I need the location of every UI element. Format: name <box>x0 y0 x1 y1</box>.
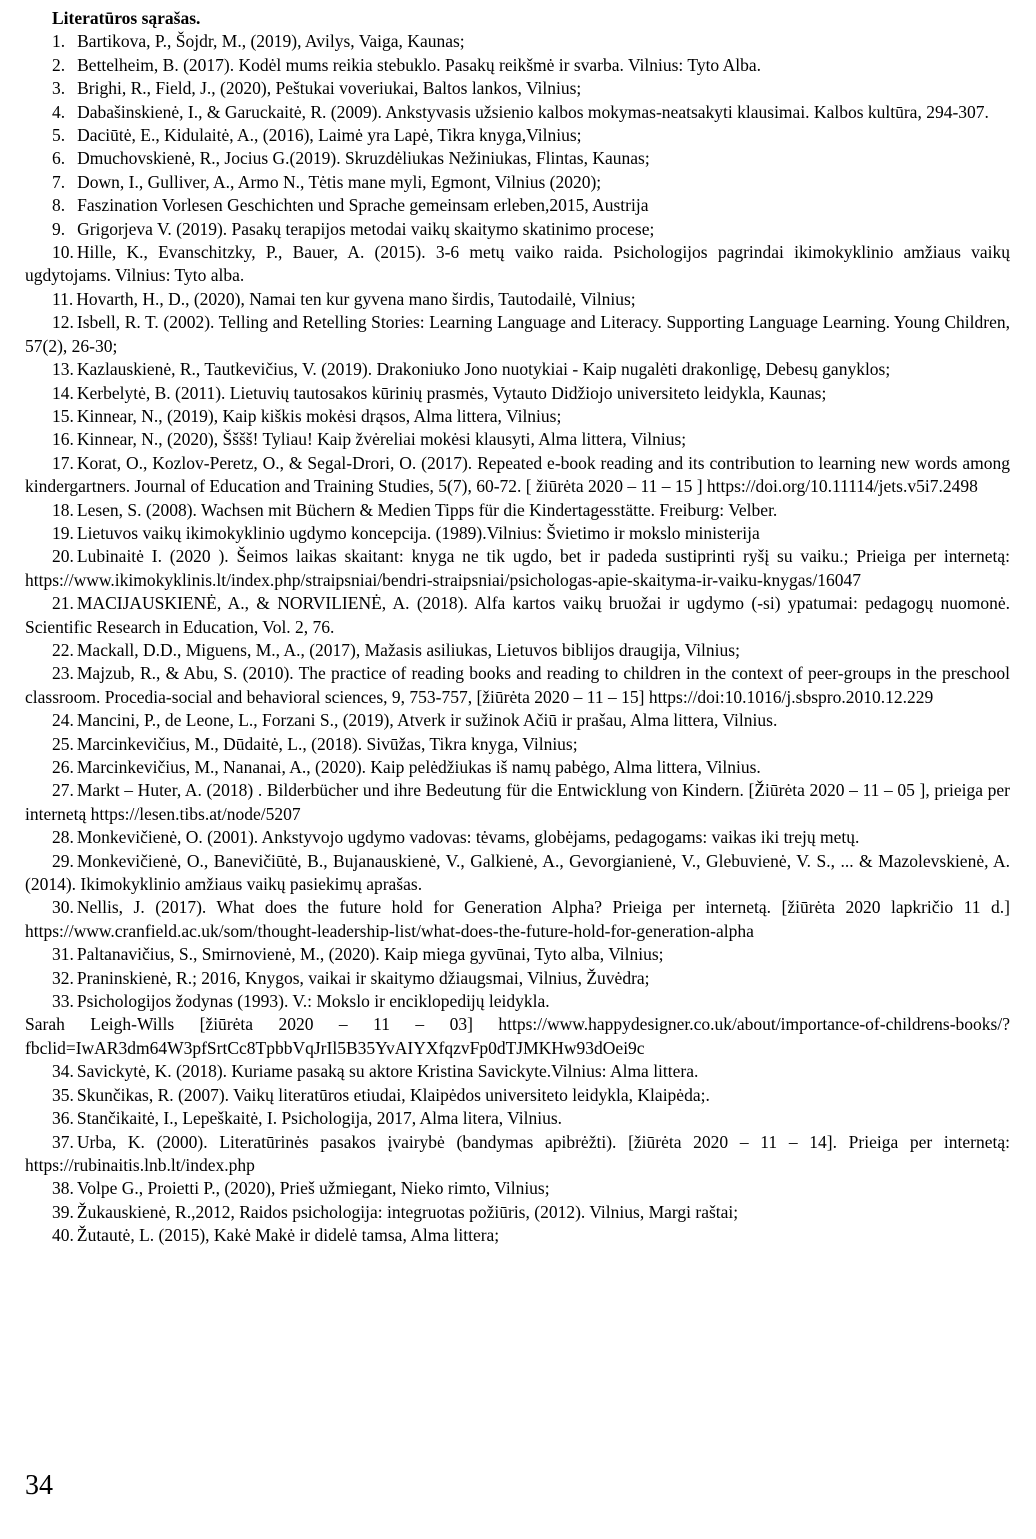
reference-text: Grigorjeva V. (2019). Pasakų terapijos metodai vaikų skaitymo skatinimo procese; <box>77 218 655 239</box>
reference-item <box>25 592 1010 639</box>
reference-text: Žukauskienė, R.,2012, Raidos psichologija: integruotas požiūris, (2012). Vilnius, Margi raštai; <box>76 1201 739 1222</box>
reference-number: 12. <box>52 312 74 333</box>
reference-number: 26. <box>52 757 74 777</box>
reference-number: 18. <box>52 499 74 520</box>
reference-item <box>25 733 1010 756</box>
reference-item <box>25 499 1010 522</box>
reference-text: Marcinkevičius, M., Dūdaitė, L., (2018). Sivūžas, Tikra knyga, Vilnius; <box>76 733 578 754</box>
reference-text: Psichologijos žodynas (1993). V.: Mokslo ir enciklopedijų leidykla. <box>76 991 550 1012</box>
reference-item <box>25 288 1010 311</box>
reference-number: 33. <box>52 991 74 1012</box>
reference-text: Mackall, D.D., Miguens, M., A., (2017), Mažasis asiliukas, Lietuvos biblijos draugija, Vilnius; <box>76 639 740 660</box>
reference-text: Hille, K., Evanschitzky, P., Bauer, A. (2015). 3-6 metų vaiko raida. Psichologijos pagrindai ikimokyklinio amžiaus vaikų ugdytojams. Vilnius: Tyto alba. <box>25 242 1010 286</box>
reference-text: Sarah Leigh-Wills [žiūrėta 2020 – 11 – 03] https://www.happydesigner.co.uk/about/importance-of-childrens-books/?fbclid=IwAR3dm64W3pfSrtCc8TpbbVqJrIl5B35YvAIYXfqzvFp0dTJMKHw93dOei9c <box>25 1014 1010 1058</box>
reference-number: 24. <box>52 710 74 731</box>
reference-item <box>25 1224 1010 1247</box>
reference-number: 25. <box>52 733 74 754</box>
reference-text: Praninskienė, R.; 2016, Knygos, vaikai ir skaitymo džiaugsmai, Vilnius, Žuvėdra; <box>76 967 650 988</box>
reference-text: Skunčikas, R. (2007). Vaikų literatūros etiudai, Klaipėdos universiteto leidykla, Klaipėda;. <box>76 1084 710 1105</box>
reference-number: 40. <box>52 1225 74 1246</box>
reference-item <box>25 943 1010 966</box>
reference-text: Bettelheim, B. (2017). Kodėl mums reikia stebuklo. Pasakų reikšmė ir svarba. Vilnius: Tyto Alba. <box>77 54 761 75</box>
reference-item <box>25 545 1010 592</box>
reference-text: Dmuchovskienė, R., Jocius G.(2019). Skruzdėliukas Nežiniukas, Flintas, Kaunas; <box>77 148 650 169</box>
reference-item <box>25 639 1010 662</box>
reference-item <box>25 1084 1010 1107</box>
reference-item <box>25 311 1010 358</box>
reference-text: Monkevičienė, O. (2001). Ankstyvojo ugdymo vadovas: tėvams, globėjams, pedagogams: vaikas iki trejų metų. <box>76 827 860 848</box>
reference-number: 5. <box>52 125 66 146</box>
reference-number: 4. <box>52 101 66 122</box>
reference-item <box>25 147 1010 170</box>
reference-item <box>25 54 1010 77</box>
reference-item <box>25 241 1010 288</box>
reference-number: 3. <box>52 78 66 99</box>
reference-item <box>25 1131 1010 1178</box>
reference-text: Isbell, R. T. (2002). Telling and Retelling Stories: Learning Language and Literacy. Supporting Language Learning. Young Children, 57(2), 26-30; <box>25 312 1010 356</box>
reference-text: Faszination Vorlesen Geschichten und Sprache gemeinsam erleben,2015, Austrija <box>77 195 649 216</box>
reference-text: Volpe G., Proietti P., (2020), Prieš užmiegant, Nieko rimto, Vilnius; <box>76 1178 550 1199</box>
reference-item <box>25 218 1010 241</box>
reference-text: Bartikova, P., Šojdr, M., (2019), Avilys, Vaiga, Kaunas; <box>77 31 465 52</box>
reference-number: 35. <box>52 1084 74 1105</box>
reference-item <box>25 428 1010 451</box>
reference-number: 6. <box>52 148 66 169</box>
page-title: Literatūros sąrašas. <box>52 8 201 28</box>
reference-number: 9. <box>52 218 66 239</box>
reference-text: Daciūtė, E., Kidulaitė, A., (2016), Laimė yra Lapė, Tikra knyga,Vilnius; <box>77 125 582 146</box>
reference-item <box>25 405 1010 428</box>
reference-text: Korat, O., Kozlov-Peretz, O., & Segal-Drori, O. (2017). Repeated e-book reading and its contribution to learning new words among kindergartners. Journal of Education and Training Studies, 5(7), 60-72. [ žiūrėta 2020 – 11 – 15 ] https://doi.org/10.11114/jets.v5i7.2498 <box>25 452 1010 497</box>
reference-number: 30. <box>52 897 74 918</box>
reference-number: 32. <box>52 967 74 988</box>
reference-number: 36. <box>52 1108 74 1129</box>
reference-text: Dabašinskienė, I., & Garuckaitė, R. (2009). Ankstyvasis užsienio kalbos mokymas-neatsakyti klausimai. Kalbos kultūra, 294-307. <box>77 101 989 122</box>
reference-number: 39. <box>52 1201 74 1222</box>
document-page <box>25 7 1010 1248</box>
reference-item <box>25 194 1010 217</box>
reference-item <box>25 967 1010 990</box>
reference-item <box>25 452 1010 499</box>
reference-text: MACIJAUSKIENĖ, A., & NORVILIENĖ, A. (2018). Alfa kartos vaikų bruožai ir ugdymo (-si) ypatumai: pedagogų nuomonė. Scientific Research in Education, Vol. 2, 76. <box>25 593 1010 637</box>
page-number: 34 <box>25 1470 53 1501</box>
reference-number: 2. <box>52 54 66 75</box>
reference-item <box>25 990 1010 1013</box>
reference-text: Majzub, R., & Abu, S. (2010). The practice of reading books and reading to children in the context of peer-groups in the preschool classroom. Procedia-social and behavioral sciences, 9, 753-757, [žiūrėta 2020 – 11 – 15] https://doi:10.1016/j.sbspro.2010.12.229 <box>25 663 1010 707</box>
reference-number: 29. <box>52 850 74 871</box>
reference-item <box>25 1177 1010 1200</box>
reference-number: 10. <box>52 242 74 263</box>
reference-text: Urba, K. (2000). Literatūrinės pasakos įvairybė (bandymas apibrėžti). [žiūrėta 2020 – 11 – 14]. Prieiga per internetą: https://rubinaitis.lnb.lt/index.php <box>25 1131 1010 1175</box>
reference-text: Žutautė, L. (2015), Kakė Makė ir didelė tamsa, Alma littera; <box>76 1225 500 1246</box>
reference-number: 11. <box>52 288 74 309</box>
reference-text: Paltanavičius, S., Smirnovienė, M., (2020). Kaip miega gyvūnai, Tyto alba, Vilnius; <box>76 944 664 965</box>
reference-item <box>25 1201 1010 1224</box>
reference-text: Lubinaitė I. (2020 ). Šeimos laikas skaitant: knyga ne tik ugdo, bet ir padeda sustiprinti ryšį su vaiku.; Prieiga per internetą: https://www.ikimokyklinis.lt/index.php/straipsniai/bendri-straipsniai/psichologas-apie-skaityma-ir-vaiku-knygas/16047 <box>25 546 1010 590</box>
reference-item <box>25 30 1010 53</box>
reference-text: Kinnear, N., (2020), Šššš! Tyliau! Kaip žvėreliai mokėsi klausyti, Alma littera, Vilnius; <box>76 429 687 450</box>
reference-text: Lietuvos vaikų ikimokyklinio ugdymo koncepcija. (1989).Vilnius: Švietimo ir mokslo ministerija <box>76 522 760 543</box>
reference-item <box>25 896 1010 943</box>
reference-item <box>25 756 1010 779</box>
reference-number: 27. <box>52 780 74 801</box>
reference-item <box>25 779 1010 826</box>
reference-text: Savickytė, K. (2018). Kuriame pasaką su aktore Kristina Savickyte.Vilnius: Alma littera. <box>76 1061 699 1082</box>
reference-item <box>25 662 1010 709</box>
reference-item <box>25 522 1010 545</box>
reference-text: Markt – Huter, A. (2018) . Bilderbücher und ihre Bedeutung für die Entwicklung von Kindern. [Žiūrėta 2020 – 11 – 05 ], prieiga per internetą https://lesen.tibs.at/node/5207 <box>25 780 1010 824</box>
reference-item <box>25 1107 1010 1130</box>
reference-number: 38. <box>52 1178 74 1199</box>
reference-number: 23. <box>52 663 74 684</box>
reference-item <box>25 171 1010 194</box>
reference-number: 14. <box>52 382 74 403</box>
reference-number: 19. <box>52 522 74 543</box>
reference-text: Kinnear, N., (2019), Kaip kiškis mokėsi drąsos, Alma littera, Vilnius; <box>76 405 562 426</box>
reference-text: Kazlauskienė, R., Tautkevičius, V. (2019). Drakoniuko Jono nuotykiai - Kaip nugalėti drakonligę, Debesų ganyklos; <box>76 359 891 380</box>
reference-number: 8. <box>52 195 66 216</box>
reference-text: Nellis, J. (2017). What does the future hold for Generation Alpha? Prieiga per internetą. [žiūrėta 2020 lapkričio 11 d.] https://www.cranfield.ac.uk/som/thought-leadership-list/what-does-the-future-hold-for-generation-alpha <box>25 897 1010 941</box>
reference-number: 20. <box>52 546 74 567</box>
reference-number: 31. <box>52 944 74 965</box>
reference-number: 22. <box>52 639 74 660</box>
reference-number: 21. <box>52 593 74 614</box>
reference-number: 16. <box>52 429 74 450</box>
reference-item <box>25 77 1010 100</box>
reference-text: Lesen, S. (2008). Wachsen mit Büchern & Medien Tipps für die Kindertagesstätte. Freiburg: Velber. <box>76 499 778 520</box>
reference-number: 34. <box>52 1061 74 1082</box>
reference-text: Brighi, R., Field, J., (2020), Peštukai voveriukai, Baltos lankos, Vilnius; <box>77 78 582 99</box>
reference-number: 7. <box>52 171 66 192</box>
reference-number: 17. <box>52 452 74 473</box>
reference-text: Kerbelytė, B. (2011). Lietuvių tautosakos kūrinių prasmės, Vytauto Didžiojo universiteto leidykla, Kaunas; <box>76 382 827 403</box>
reference-text: Mancini, P., de Leone, L., Forzani S., (2019), Atverk ir sužinok Ačiū ir prašau, Alma littera, Vilnius. <box>76 710 778 731</box>
reference-number: 13. <box>52 359 74 380</box>
reference-item <box>25 124 1010 147</box>
reference-item <box>25 826 1010 849</box>
reference-item <box>25 850 1010 897</box>
reference-list <box>25 30 1010 1247</box>
reference-number: 28. <box>52 827 74 848</box>
reference-item <box>25 358 1010 381</box>
reference-number: 15. <box>52 405 74 426</box>
reference-text: Marcinkevičius, M., Nananai, A., (2020). Kaip pelėdžiukas iš namų pabėgo, Alma littera, Vilnius. <box>76 757 761 777</box>
reference-text: Monkevičienė, O., Banevičiūtė, B., Bujanauskienė, V., Galkienė, A., Gevorgianienė, V., Glebuvienė, V. S., ... & Mazolevskienė, A. (2014). Ikimokyklinio amžiaus vaikų pasiekimų aprašas. <box>25 850 1010 895</box>
reference-item <box>25 382 1010 405</box>
reference-item <box>25 709 1010 732</box>
reference-number: 1. <box>52 31 66 52</box>
reference-item <box>25 1060 1010 1083</box>
reference-number: 37. <box>52 1131 74 1152</box>
reference-item <box>25 1013 1010 1060</box>
reference-text: Down, I., Gulliver, A., Armo N., Tėtis mane myli, Egmont, Vilnius (2020); <box>77 171 602 192</box>
reference-text: Stančikaitė, I., Lepeškaitė, I. Psichologija, 2017, Alma litera, Vilnius. <box>76 1108 563 1129</box>
reference-item <box>25 101 1010 124</box>
reference-text: Hovarth, H., D., (2020), Namai ten kur gyvena mano širdis, Tautodailė, Vilnius; <box>76 288 636 309</box>
